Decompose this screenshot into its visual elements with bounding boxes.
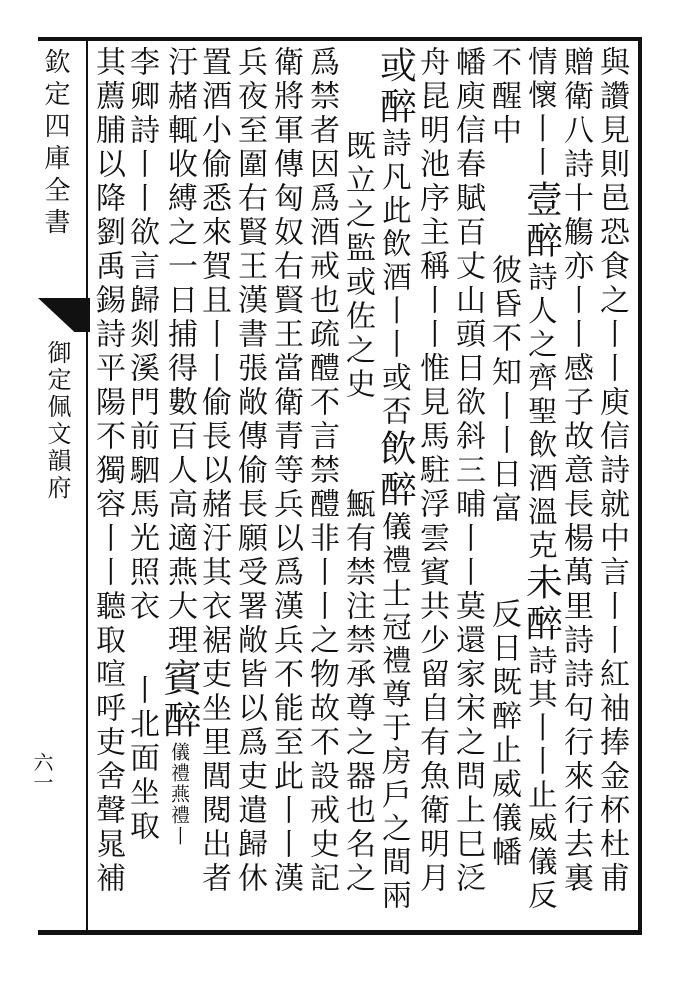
column-4-text-b: 彼昏不知丨丨日富: [486, 254, 521, 526]
margin-book-title: 御定佩文韻府: [43, 340, 71, 502]
column-3-text-b: 詩人之齊聖飲酒溫克: [523, 261, 558, 564]
headword-yi-zui: 壹醉: [519, 180, 563, 262]
text-column-4: [486, 46, 521, 870]
column-14-text-b: 丨北面坐取: [124, 674, 159, 844]
column-4-text: 不醒中: [486, 46, 521, 148]
column-8-text: 既立之監或佐之史: [340, 130, 375, 402]
column-3-text: 情懷丨丨: [523, 46, 558, 180]
text-column-10: 衛將軍傳匈奴右賢王當衛青等兵以爲漢兵不能至此丨丨漢: [268, 46, 303, 896]
text-column-9: 爲禁者因爲酒戒也疏醴不言禁醴非丨丨之物故不設戒史記: [304, 46, 339, 896]
column-14-text: 李卿詩丨丨欲言歸剡溪門前駟馬光照衣: [124, 46, 159, 624]
column-4-text-c: 反日既醉止威儀幡: [486, 598, 521, 870]
text-column-5: 幡庾信春賦百丈山頭日欲斜三晡丨丨莫還家宋之問上巳泛: [450, 46, 485, 896]
text-column-14: [124, 46, 159, 844]
column-13-text: 汙赭輒收縛之一日捕得數百人高適燕大理: [162, 46, 197, 658]
text-column-7: [373, 46, 417, 913]
text-column-3: [519, 46, 563, 913]
headword-yin-zui: 飲醉: [373, 429, 417, 511]
frame-top-rule: [38, 37, 642, 41]
text-column-13: [157, 46, 201, 847]
column-13-note: 儀禮燕禮丨: [168, 742, 190, 847]
column-3-text-c: 詩其丨丨止威儀反: [523, 645, 558, 913]
text-column-11: 兵夜至圍右賢王漢書張敞傳偷長願受署敞皆以爲吏遣歸休: [232, 46, 267, 896]
headword-wei-zui: 未醉: [519, 563, 563, 645]
text-column-8: [340, 46, 375, 896]
headword-huo-zui: 或醉: [373, 46, 417, 128]
text-column-1: 與讚見則邑恐食之丨丨庾信詩就中言丨丨紅袖捧金杯杜甫: [594, 46, 629, 896]
text-column-15: 其薦脯以降劉禹錫詩平陽不獨容丨丨聽取喧呼吏舍聲晁補: [90, 46, 125, 896]
column-7-text-b: 儀禮士冠禮尊于房戶之間兩: [377, 511, 412, 913]
column-7-text: 詩凡此飲酒丨丨或否: [377, 127, 412, 430]
page-number: 六一: [30, 752, 54, 792]
text-column-2: 贈衛八詩十觴亦丨丨感子故意長楊萬里詩詩句行來行去裏: [558, 46, 593, 896]
frame-bottom-rule: [38, 930, 642, 935]
column-8-text-b: 甒有禁注禁承尊之器也名之: [340, 488, 375, 896]
text-column-6: 舟昆明池序主稱丨丨惟見馬駐浮雲賓共少留自有魚衛明月: [414, 46, 449, 896]
frame-right-rule: [638, 37, 642, 935]
margin-divider-rule: [86, 37, 88, 935]
headword-bin-zui: 賓醉: [157, 658, 201, 742]
text-column-12: 置酒小偷悉來賀且丨丨偷長以赭汙其衣裾吏坐里閭閱出者: [196, 46, 231, 896]
margin-top-title: 欽定四庫全書: [40, 48, 70, 240]
fishtail-mark: [38, 298, 90, 332]
